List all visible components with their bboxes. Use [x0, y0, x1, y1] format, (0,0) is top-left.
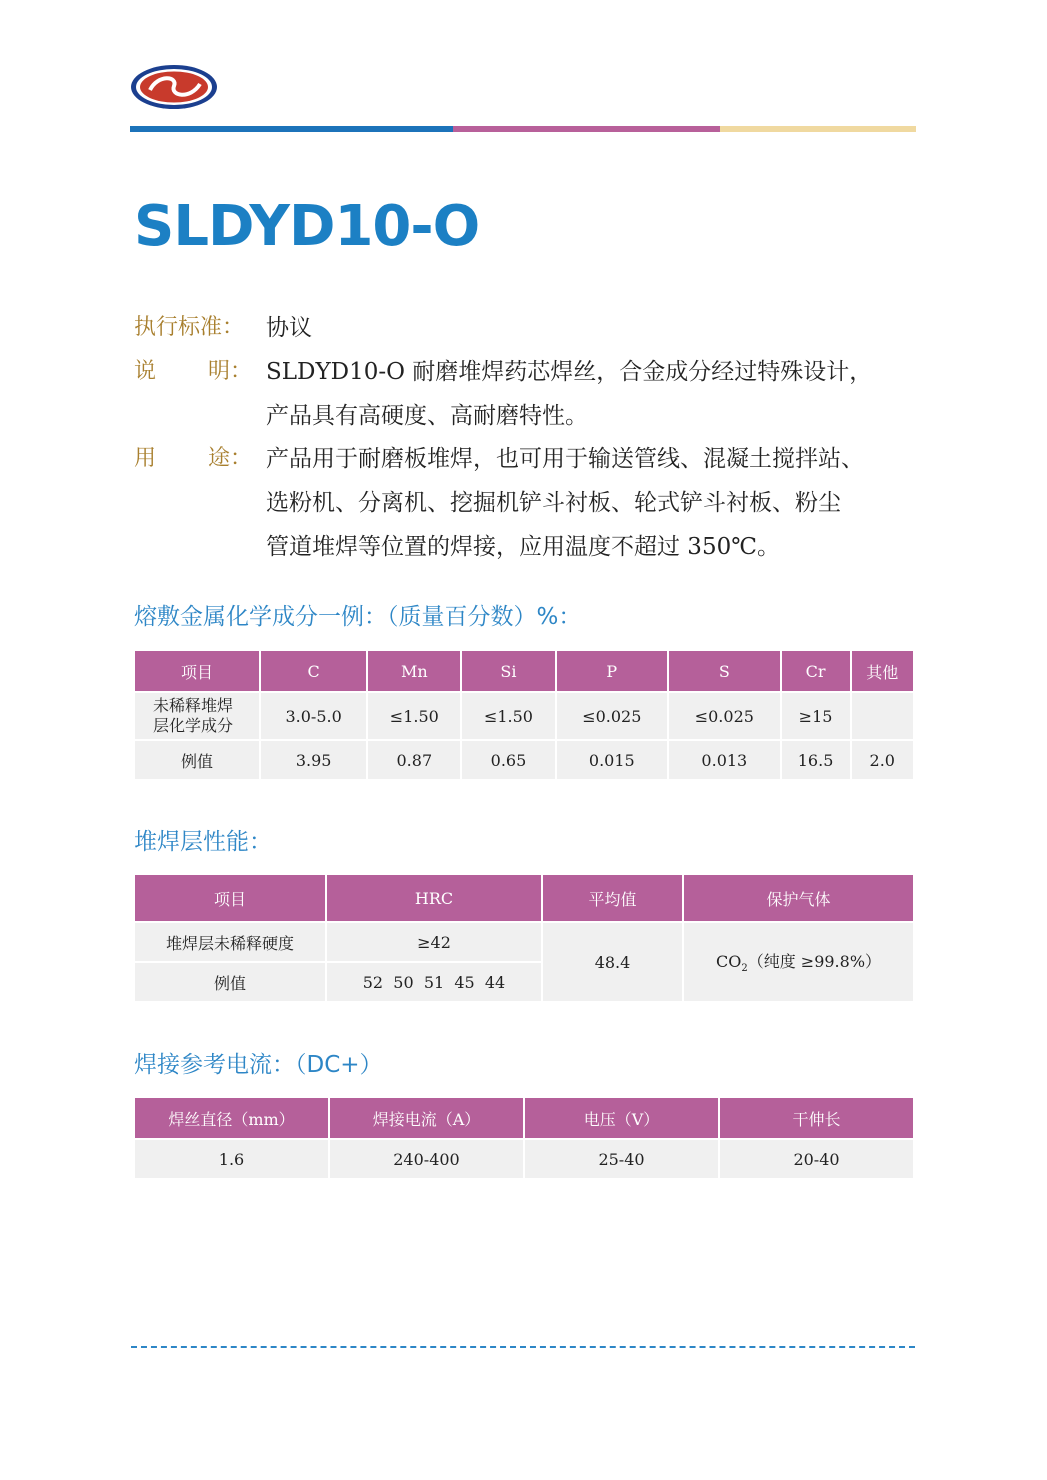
table-cell: 0.015 — [557, 741, 668, 779]
table-header-row — [135, 651, 913, 691]
table-header: C — [261, 651, 366, 691]
table-cell: 3.0-5.0 — [261, 693, 366, 739]
table-header: S — [669, 651, 780, 691]
table-row — [135, 693, 913, 739]
table-header: 电压（V） — [525, 1098, 718, 1138]
standard-row — [134, 306, 916, 350]
usage-line: 管道堆焊等位置的焊接，应用温度不超过 350℃。 — [266, 534, 780, 560]
usage-label-a: 用 — [134, 446, 157, 471]
table-header-row — [135, 875, 913, 921]
table-cell: 堆焊层未稀释硬度 — [135, 923, 325, 961]
performance-table — [133, 873, 915, 1003]
usage-line: 产品用于耐磨板堆焊，也可用于输送管线、混凝土搅拌站、 — [266, 446, 864, 472]
table-header: 项目 — [135, 875, 325, 921]
table-cell: 2.0 — [852, 741, 913, 779]
gas-subscript: 2 — [741, 963, 748, 975]
performance-heading: 堆焊层性能： — [134, 829, 272, 855]
table-cell: 0.87 — [368, 741, 460, 779]
current-heading: 焊接参考电流：（DC+） — [134, 1052, 383, 1078]
description-row — [134, 350, 916, 438]
table-header: 干伸长 — [720, 1098, 913, 1138]
table-cell: ≤1.50 — [462, 693, 554, 739]
standard-value: 协议 — [266, 315, 312, 341]
table-cell: 20-40 — [720, 1140, 913, 1178]
description-line: SLDYD10-O 耐磨堆焊药芯焊丝，合金成分经过特殊设计， — [266, 359, 873, 385]
usage-line: 选粉机、分离机、挖掘机铲斗衬板、轮式铲斗衬板、粉尘 — [266, 490, 841, 516]
table-cell: ≤1.50 — [368, 693, 460, 739]
row-label-line: 未稀释堆焊 — [153, 696, 234, 715]
current-table — [133, 1096, 915, 1180]
table-cell — [135, 693, 259, 739]
description-label-b: 明： — [207, 359, 252, 384]
table-header: HRC — [327, 875, 541, 921]
row-label-line: 层化学成分 — [153, 716, 234, 735]
table-header: Cr — [782, 651, 850, 691]
table-cell: 25-40 — [525, 1140, 718, 1178]
table-header: Mn — [368, 651, 460, 691]
gas-purity: （纯度 ≥99.8%） — [747, 952, 882, 972]
table-cell: ≤0.025 — [669, 693, 780, 739]
description-line: 产品具有高硬度、高耐磨特性。 — [266, 403, 588, 429]
product-title: SLDYD10-O — [134, 194, 480, 259]
table-cell: 16.5 — [782, 741, 850, 779]
table-cell: 240-400 — [330, 1140, 523, 1178]
table-cell: 例值 — [135, 741, 259, 779]
table-row — [135, 923, 913, 961]
table-header: 项目 — [135, 651, 259, 691]
table-cell: 1.6 — [135, 1140, 328, 1178]
gas-formula: CO — [715, 952, 742, 972]
table-cell: 52 50 51 45 44 — [327, 963, 541, 1001]
usage-label-b: 途： — [207, 446, 252, 471]
table-cell: ≥42 — [327, 923, 541, 961]
composition-table — [133, 649, 915, 781]
table-header: Si — [462, 651, 554, 691]
table-cell — [684, 923, 913, 1001]
composition-heading: 熔敷金属化学成分一例：（质量百分数）%： — [134, 604, 582, 630]
header-color-bar — [130, 126, 916, 132]
table-header-row — [135, 1098, 913, 1138]
table-cell: ≥15 — [782, 693, 850, 739]
usage-row — [134, 437, 916, 569]
description-label-a: 说 — [134, 359, 157, 384]
table-header: 其他 — [852, 651, 913, 691]
table-cell: 48.4 — [543, 923, 682, 1001]
table-cell: ≤0.025 — [557, 693, 668, 739]
table-header: 焊接电流（A） — [330, 1098, 523, 1138]
table-cell: 3.95 — [261, 741, 366, 779]
table-cell: 0.013 — [669, 741, 780, 779]
standard-label: 执行标准： — [134, 315, 245, 340]
table-cell: 0.65 — [462, 741, 554, 779]
table-header: 焊丝直径（mm） — [135, 1098, 328, 1138]
table-row — [135, 741, 913, 779]
table-header: 平均值 — [543, 875, 682, 921]
footer-divider — [131, 1346, 915, 1348]
table-header: P — [557, 651, 668, 691]
company-logo-icon — [130, 64, 218, 110]
table-row — [135, 1140, 913, 1178]
table-cell — [852, 693, 913, 739]
table-header: 保护气体 — [684, 875, 913, 921]
table-cell: 例值 — [135, 963, 325, 1001]
